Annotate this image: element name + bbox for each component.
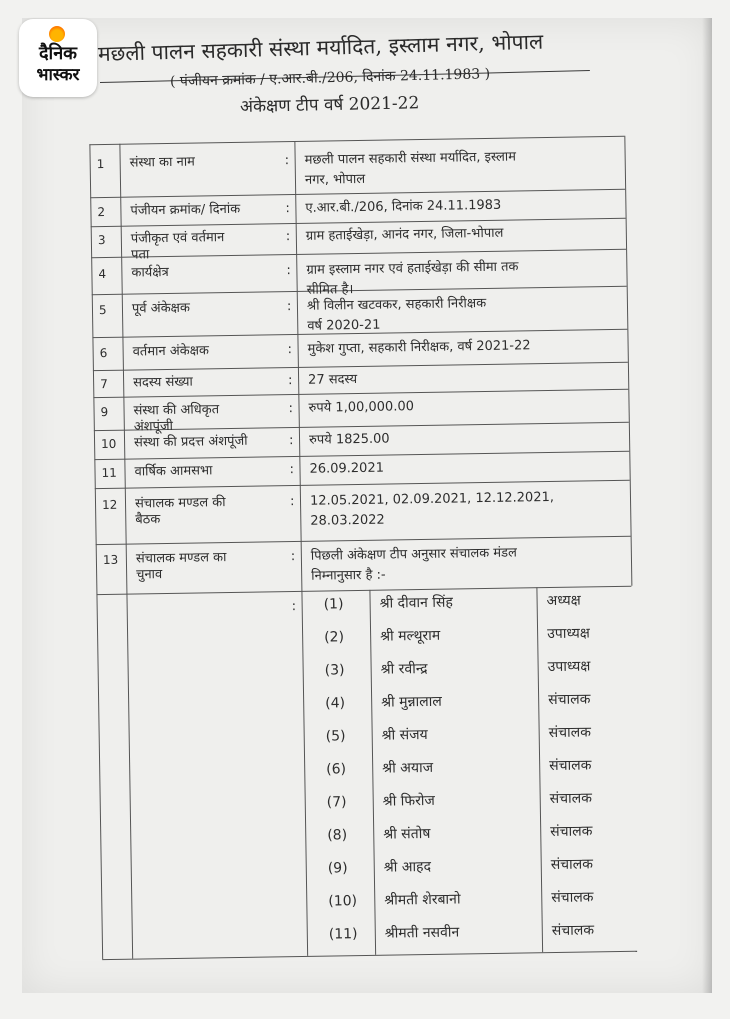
row-number: 11 <box>101 465 117 481</box>
row-value-continued: निम्नानुसार है :- <box>311 567 386 584</box>
row-label: संचालक मण्डल की <box>134 495 226 512</box>
row-separator: : <box>286 263 291 279</box>
row-label: वर्तमान अंकेक्षक <box>132 343 210 360</box>
row-separator: : <box>289 494 295 510</box>
sun-icon <box>49 26 65 42</box>
row-label: वार्षिक आमसभा <box>134 463 213 480</box>
member-number: (5) <box>325 728 346 745</box>
row-value-continued: वर्ष 2020-21 <box>307 317 381 334</box>
row-value: मुकेश गुप्ता, सहकारी निरीक्षक, वर्ष 2021-22 <box>307 338 531 357</box>
row-separator: : <box>285 201 290 217</box>
row-label-continued: अंशपूंजी <box>133 418 174 435</box>
member-role: संचालक <box>549 757 592 775</box>
row-separator: : <box>287 342 293 358</box>
row-value-continued: सीमित है। <box>306 282 354 298</box>
row-value-continued: नगर, भोपाल <box>304 171 366 188</box>
table-rule <box>91 249 626 258</box>
row-number: 6 <box>99 345 108 361</box>
row-label-continued: बैठक <box>135 512 161 528</box>
member-role: संचालक <box>550 856 594 874</box>
table-rule <box>102 951 637 960</box>
row-number: 2 <box>97 204 106 220</box>
row-value: 26.09.2021 <box>309 460 385 477</box>
row-number: 13 <box>102 552 119 568</box>
member-name: श्री फिरोज <box>382 792 436 810</box>
row-separator: : <box>290 549 296 565</box>
row-label: संचालक मण्डल का <box>135 550 227 567</box>
table-rule <box>536 587 543 952</box>
member-number: (10) <box>328 893 358 910</box>
member-number: (9) <box>327 860 348 877</box>
row-label: संस्था की प्रदत्त अंशपूंजी <box>133 433 248 451</box>
member-role: संचालक <box>548 724 592 742</box>
row-separator: : <box>288 433 294 449</box>
row-value: मछली पालन सहकारी संस्था मर्यादित, इस्लाम <box>304 149 517 168</box>
member-number: (4) <box>325 695 346 712</box>
row-label-continued: पता <box>131 247 150 263</box>
row-label: कार्यक्षेत्र <box>131 264 169 281</box>
audit-subtitle: अंकेक्षण टीप वर्ष 2021-22 <box>239 93 420 117</box>
row-value: रुपये 1825.00 <box>308 431 390 448</box>
member-name: श्रीमती नसवीन <box>384 924 460 942</box>
member-role: अध्यक्ष <box>546 592 581 610</box>
member-name: श्री संजय <box>381 726 428 744</box>
member-number: (1) <box>323 596 344 613</box>
row-value: ग्राम इस्लाम नगर एवं हताईखेड़ा की सीमा तक <box>306 259 519 278</box>
member-number: (6) <box>326 761 347 778</box>
row-number: 9 <box>100 404 109 420</box>
row-number: 7 <box>100 376 108 392</box>
member-role: संचालक <box>550 823 593 841</box>
row-label: पंजीकृत एवं वर्तमान <box>130 230 225 247</box>
member-role: उपाध्यक्ष <box>547 658 591 676</box>
row-label: पंजीयन क्रमांक/ दिनांक <box>130 201 241 219</box>
logo-line-1: दैनिक <box>38 43 78 64</box>
row-label: संस्था का नाम <box>129 154 196 171</box>
document-title: मछली पालन सहकारी संस्था मर्यादित, इस्लाम नगर, भोपाल <box>97 29 544 66</box>
member-name: श्री अयाज <box>382 759 434 777</box>
member-number: (3) <box>324 662 345 679</box>
dainik-bhaskar-logo <box>19 19 97 97</box>
logo-line-2: भास्कर <box>36 65 80 85</box>
member-name: श्री संतोष <box>383 825 431 843</box>
member-name: श्रीमती शेरबानो <box>384 891 461 909</box>
row-value: पिछली अंकेक्षण टीप अनुसार संचालक मंडल <box>310 545 518 564</box>
member-number: (8) <box>327 827 348 844</box>
row-separator: : <box>284 153 290 169</box>
row-number: 3 <box>97 232 106 248</box>
table-rule <box>95 480 630 489</box>
member-number: (2) <box>324 629 345 646</box>
row-value: ग्राम हताईखेड़ा, आनंद नगर, जिला-भोपाल <box>305 225 504 244</box>
member-name: श्री मल्थूराम <box>380 627 441 645</box>
row-separator: : <box>288 401 294 417</box>
member-role: संचालक <box>551 922 595 940</box>
row-label: पूर्व अंकेक्षक <box>131 300 191 317</box>
row-label-continued: चुनाव <box>136 567 163 583</box>
row-number: 1 <box>96 156 105 172</box>
row-label: संस्था की अधिकृत <box>133 402 220 419</box>
row-value: 12.05.2021, 02.09.2021, 12.12.2021, <box>309 489 555 509</box>
member-number: (11) <box>328 926 358 943</box>
member-role: उपाध्यक्ष <box>547 625 590 643</box>
row-separator: : <box>287 373 293 389</box>
table-rule <box>89 136 624 145</box>
member-name: श्री आहद <box>383 858 432 876</box>
member-role: संचालक <box>549 790 593 808</box>
member-name: श्री रवीन्द्र <box>380 660 428 678</box>
row-value: 27 सदस्य <box>307 372 358 388</box>
row-number: 10 <box>100 436 117 452</box>
table-rule <box>96 536 631 545</box>
row-label: सदस्य संख्या <box>133 374 193 391</box>
row-value: श्री विलीन खटवकर, सहकारी निरीक्षक <box>306 295 487 314</box>
member-number: (7) <box>326 794 347 811</box>
row-number: 12 <box>101 497 118 513</box>
member-role: संचालक <box>551 889 594 907</box>
row-number: 5 <box>98 302 107 318</box>
row-separator: : <box>286 299 292 315</box>
row-separator: : <box>289 462 295 478</box>
members-separator: : <box>291 599 297 615</box>
member-name: श्री दीवान सिंह <box>379 594 453 612</box>
row-number: 4 <box>98 266 107 282</box>
registration-line: ( पंजीयन क्रमांक / ए.आर.बी./206, दिनांक 24.11.1983 ) <box>169 66 491 90</box>
row-value: रुपये 1,00,000.00 <box>308 399 415 416</box>
member-name: श्री मुन्नालाल <box>381 693 442 711</box>
row-value: ए.आर.बी./206, दिनांक 24.11.1983 <box>305 197 502 216</box>
row-value-continued: 28.03.2022 <box>310 512 385 529</box>
table-rule <box>369 590 376 955</box>
row-separator: : <box>285 229 291 245</box>
member-role: संचालक <box>548 691 591 709</box>
